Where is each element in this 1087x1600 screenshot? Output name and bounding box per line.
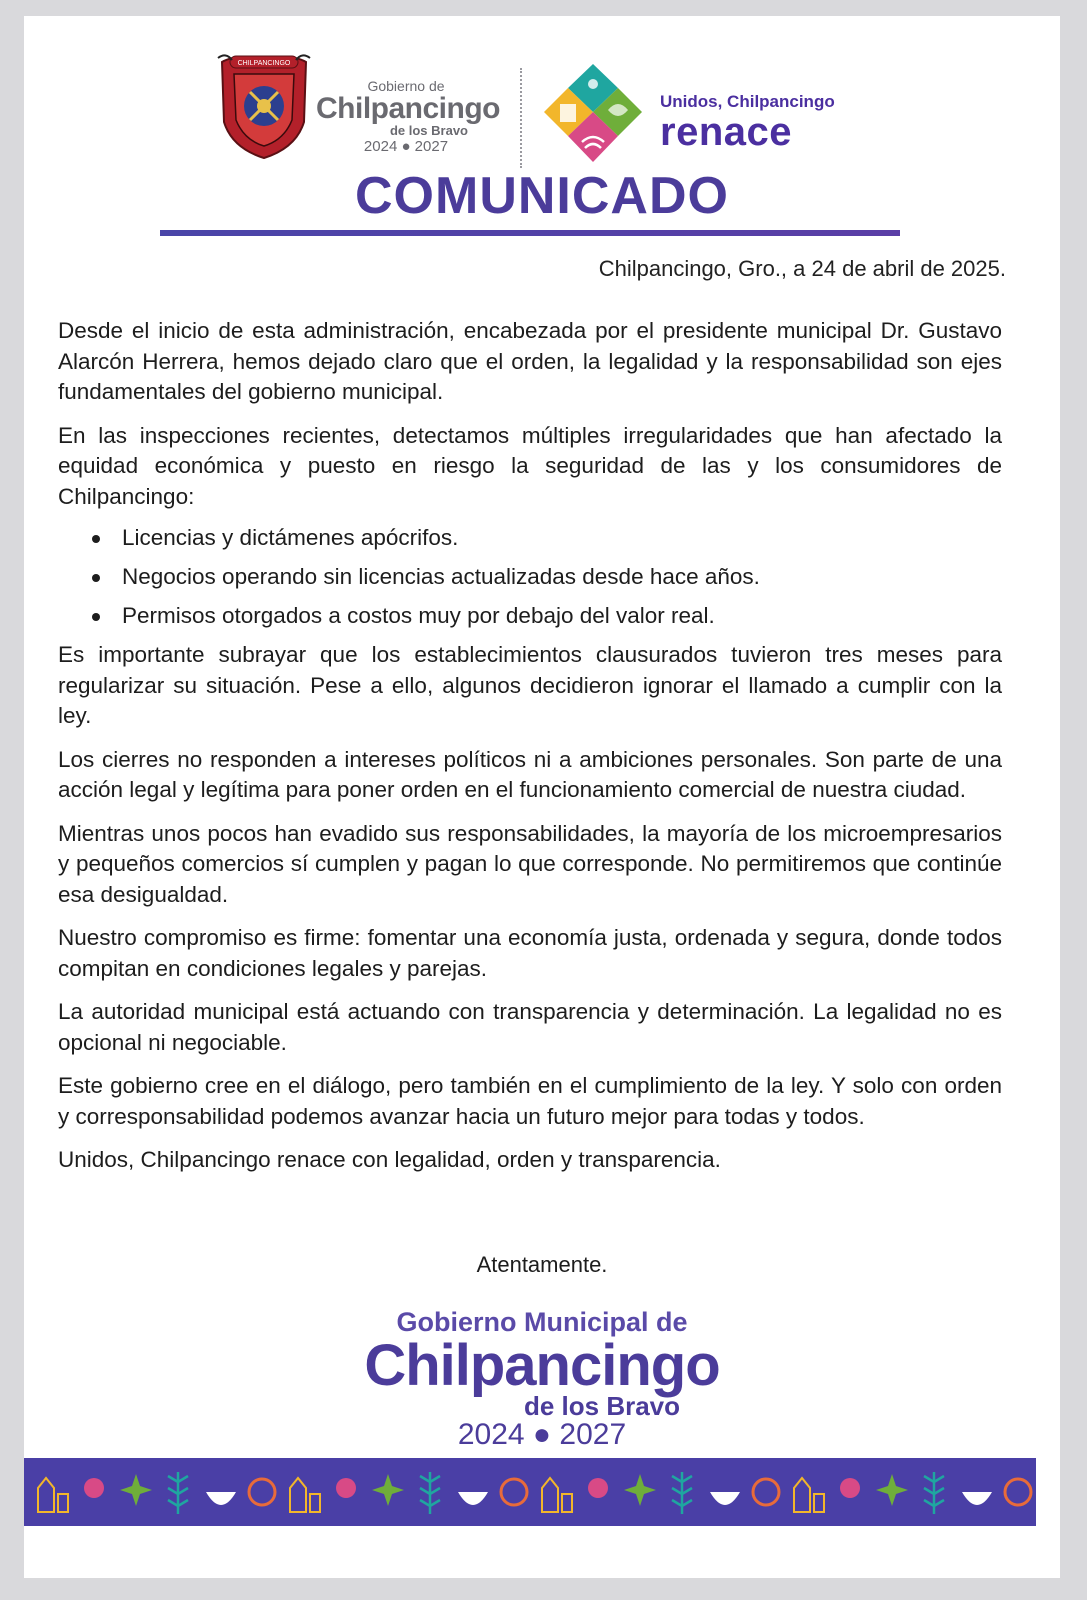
crest-label: CHILPANCINGO bbox=[237, 60, 291, 67]
title-underline bbox=[160, 230, 900, 236]
header-divider bbox=[520, 68, 522, 168]
gov-logo-sub: de los Bravo bbox=[389, 123, 468, 138]
press-release-page bbox=[24, 16, 1060, 1578]
list-item-text: Licencias y dictámenes apócrifos. bbox=[122, 525, 459, 550]
list-item bbox=[122, 601, 1002, 631]
list-item bbox=[122, 523, 1002, 553]
gov-logo-top: Gobierno de bbox=[367, 78, 445, 94]
gov-logo-name: Chilpancingo bbox=[316, 92, 500, 125]
footer-logo-sub: de los Bravo bbox=[523, 1391, 681, 1421]
page-title: COMUNICADO bbox=[355, 167, 729, 225]
flower-motif-icon bbox=[336, 1478, 356, 1498]
paragraph: Desde el inicio de esta administración, encabezada por el presidente municipal Dr. Gustavo Alarcón Herrera, hemos dejado claro que el orden, la legalidad y la responsabilidad son ejes fundamentales del gobierno municipal. bbox=[58, 318, 1002, 404]
irregularities-list bbox=[58, 523, 1002, 631]
flower-motif-icon bbox=[84, 1478, 104, 1498]
release-body bbox=[58, 316, 1002, 1189]
sign-off: Atentamente. bbox=[476, 1252, 608, 1277]
bullet-icon bbox=[92, 613, 100, 621]
bullet-icon bbox=[92, 535, 100, 543]
list-item-text: Negocios operando sin licencias actualizadas desde hace años. bbox=[122, 564, 760, 589]
paragraph: Es importante subrayar que los establecimientos clausurados tuvieron tres meses para regularizar su situación. Pese a ello, algunos decidieron ignorar el llamado a cumplir con la ley. bbox=[58, 642, 1002, 728]
gobierno-logo bbox=[316, 78, 500, 158]
footer-logo-years: 2024 ● 2027 bbox=[457, 1418, 627, 1451]
gov-logo-years: 2024 ● 2027 bbox=[363, 138, 449, 155]
flower-motif-icon bbox=[588, 1478, 608, 1498]
paragraph: Este gobierno cree en el diálogo, pero también en el cumplimiento de la ley. Y solo con orden y corresponsabilidad podemos avanzar hacia un futuro mejor para todas y todos. bbox=[58, 1073, 1002, 1129]
paragraph: Nuestro compromiso es firme: fomentar una economía justa, ordenada y segura, donde todos compitan en condiciones legales y parejas. bbox=[58, 925, 1002, 981]
renace-emblem-icon bbox=[538, 58, 648, 170]
footer-logo bbox=[24, 1306, 1060, 1452]
municipal-crest-logo bbox=[216, 52, 312, 160]
footer-logo-name: Chilpancingo bbox=[364, 1333, 720, 1398]
renace-slogan: Unidos, Chilpancingo bbox=[660, 92, 835, 111]
list-item-text: Permisos otorgados a costos muy por debajo del valor real. bbox=[122, 603, 715, 628]
paragraph: Mientras unos pocos han evadido sus responsabilidades, la mayoría de los microempresarios y pequeños comercios sí cumplen y pagan lo que corresponde. No permitiremos que continúe esa desigualdad. bbox=[58, 820, 1002, 907]
dateline: Chilpancingo, Gro., a 24 de abril de 2025. bbox=[598, 256, 1006, 281]
footer-logo-top: Gobierno Municipal de bbox=[396, 1307, 688, 1337]
flower-motif-icon bbox=[840, 1478, 860, 1498]
bullet-icon bbox=[92, 574, 100, 582]
decorative-pattern-band bbox=[24, 1458, 1036, 1526]
paragraph: En las inspecciones recientes, detectamos múltiples irregularidades que han afectado la equidad económica y puesto en riesgo la seguridad de las y los consumidores de Chilpancingo: bbox=[58, 422, 1002, 509]
paragraph: Los cierres no responden a intereses políticos ni a ambiciones personales. Son parte de una acción legal y legítima para poner orden en el funcionamiento comercial de nuestra ciudad. bbox=[58, 746, 1002, 802]
renace-word: renace bbox=[660, 110, 792, 154]
list-item bbox=[122, 562, 1002, 592]
closing-slogan: Unidos, Chilpancingo renace con legalidad, orden y transparencia. bbox=[58, 1147, 721, 1172]
header-logos bbox=[24, 38, 1060, 158]
paragraph: La autoridad municipal está actuando con transparencia y determinación. La legalidad no es opcional ni negociable. bbox=[58, 999, 1002, 1055]
renace-logo bbox=[660, 92, 880, 152]
